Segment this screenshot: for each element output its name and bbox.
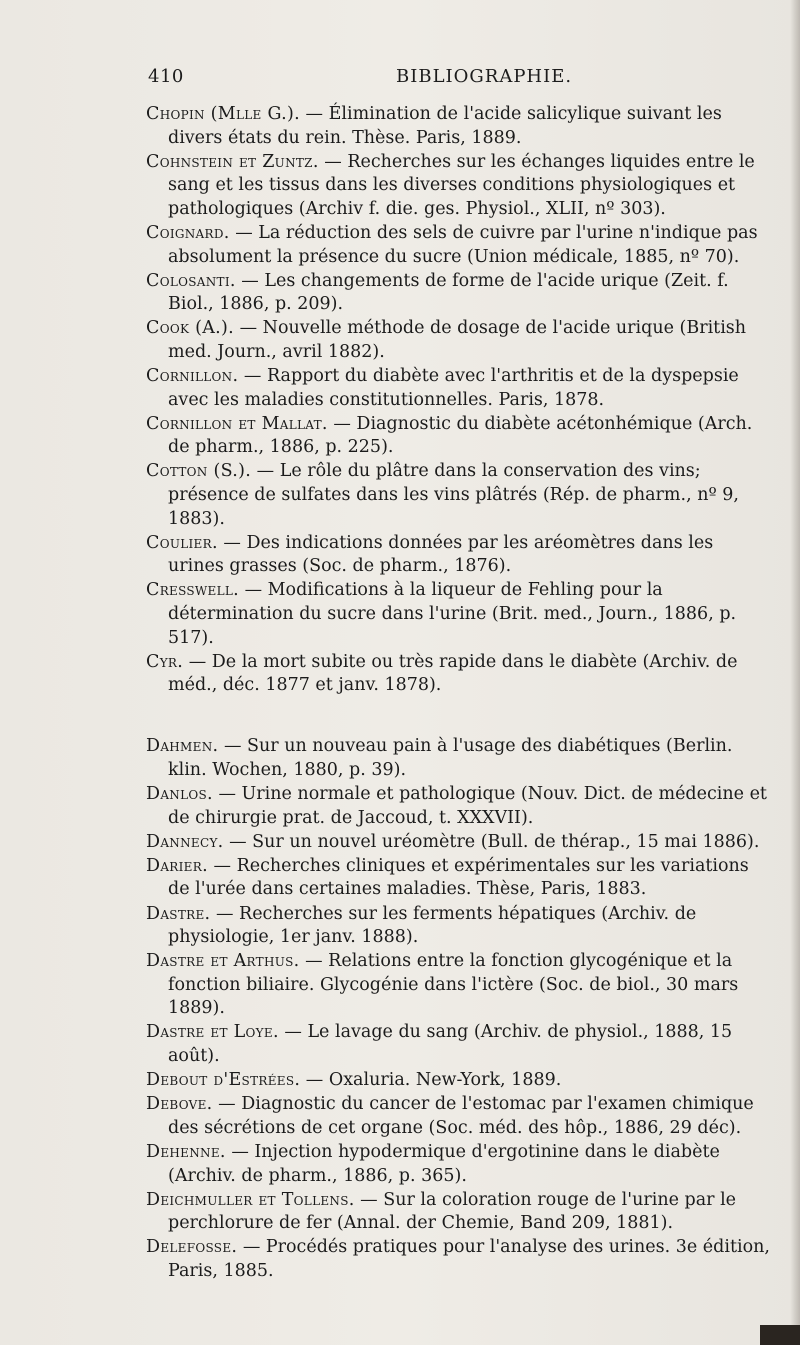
bibliography-entry (146, 222, 770, 269)
entry-author: Dehenne. (146, 1141, 226, 1162)
bibliography-section-d (146, 735, 770, 1283)
bibliography-entry (146, 270, 770, 317)
entry-text: — Les changements de forme de l'acide urique (Zeit. f. Biol., 1886, p. 209). (168, 270, 729, 315)
bibliography-entry (146, 783, 770, 830)
entry-author: Coignard. (146, 222, 230, 243)
bibliography-entry (146, 903, 770, 950)
entry-author: Deichmuller et Tollens. (146, 1189, 355, 1210)
entry-author: Delefosse. (146, 1237, 238, 1258)
entry-text: — Injection hypodermique d'ergotinine dans le diabète (Archiv. de pharm., 1886, p. 365). (168, 1141, 720, 1186)
entry-text: — Procédés pratiques pour l'analyse des urines. 3e édition, Paris, 1885. (168, 1237, 770, 1281)
entry-text: — Recherches cliniques et expérimentales sur les variations de l'urée dans certaines maladies. Thèse, Paris, 1883. (168, 855, 749, 900)
entry-author: Dastre et Loye. (146, 1022, 279, 1043)
bibliography-entry (146, 317, 770, 364)
entry-text: — De la mort subite ou très rapide dans le diabète (Archiv. de méd., déc. 1877 et janv. 1878). (168, 651, 738, 696)
entry-author: Cohnstein et Zuntz. (146, 151, 319, 172)
bibliography-entry (146, 1189, 770, 1236)
page-header (148, 66, 708, 94)
entry-text: — Recherches sur les échanges liquides entre le sang et les tissus dans les diverses conditions physiologiques et pathologiques (Archiv f. die. ges. Physiol., XLII, nº 303). (168, 151, 755, 219)
bibliography-entry (146, 1093, 770, 1140)
entry-author: Cyr. (146, 651, 184, 672)
page-number: 410 (148, 66, 184, 87)
bibliography-entry (146, 103, 770, 150)
bibliography-entry (146, 579, 770, 650)
entry-author: Chopin (Mlle G.). (146, 104, 300, 124)
entry-author: Cornillon et Mallat. (146, 413, 328, 434)
entry-author: Cotton (S.). (146, 461, 252, 482)
running-title: BIBLIOGRAPHIE. (396, 66, 573, 87)
page-edge-shadow (790, 0, 800, 1345)
bibliography-entry (146, 651, 770, 698)
entry-author: Cresswell. (146, 580, 240, 601)
entry-text: — Modifications à la liqueur de Fehling pour la détermination du sucre dans l'urine (Brit. med., Journ., 1886, p. 517). (168, 580, 737, 648)
entry-author: Darier. (146, 855, 208, 876)
entry-text: — Relations entre la fonction glycogénique et la fonction biliaire. Glycogénie dans l'ictère (Soc. de biol., 30 mars 1889). (168, 951, 739, 1019)
entry-text: — Diagnostic du diabète acétonhémique (Arch. de pharm., 1886, p. 225). (168, 413, 753, 458)
page-corner (760, 1325, 800, 1345)
entry-text: — Élimination de l'acide salicylique suivant les divers états du rein. Thèse. Paris, 1889. (168, 104, 722, 148)
entry-text: — La réduction des sels de cuivre par l'urine n'indique pas absolument la présence du sucre (Union médicale, 1885, nº 70). (168, 222, 758, 267)
entry-text: — Oxaluria. New-York, 1889. (300, 1070, 562, 1091)
bibliography-section-c (146, 103, 770, 698)
entry-author: Dannecy. (146, 831, 224, 852)
bibliography-entry (146, 831, 770, 855)
entry-text: — Recherches sur les ferments hépatiques (Archiv. de physiologie, 1er janv. 1888). (168, 903, 697, 948)
entry-author: Debout d'Estrées. (146, 1070, 301, 1091)
entry-author: Cornillon. (146, 366, 239, 387)
bibliography-entry (146, 1069, 770, 1093)
entry-text: — Des indications données par les aréomètres dans les urines grasses (Soc. de pharm., 1876). (168, 532, 714, 577)
bibliography-entry (146, 950, 770, 1021)
section-gap (146, 698, 770, 735)
entry-text: — Rapport du diabète avec l'arthritis et de la dyspepsie avec les maladies constitutionnelles. Paris, 1878. (168, 366, 739, 410)
bibliography-entry (146, 365, 770, 412)
entry-author: Debove. (146, 1094, 213, 1115)
bibliography-entry (146, 532, 770, 579)
entry-text: — Diagnostic du cancer de l'estomac par l'examen chimique des sécrétions de cet organe (Soc. méd. des hôp., 1886, 29 déc). (168, 1094, 754, 1138)
entry-author: Dahmen. (146, 736, 219, 757)
entry-text: — Urine normale et pathologique (Nouv. Dict. de médecine et de chirurgie prat. de Jaccoud, t. XXXVII). (168, 784, 767, 828)
entry-text: — Nouvelle méthode de dosage de l'acide urique (British med. Journ., avril 1882). (168, 318, 747, 362)
bibliography-entry (146, 1141, 770, 1188)
bibliography-entry (146, 1236, 770, 1283)
bibliography-entry (146, 735, 770, 782)
bibliography-entry (146, 413, 770, 460)
entry-author: Dastre et Arthus. (146, 951, 300, 972)
entry-text: — Le rôle du plâtre dans la conservation des vins; présence de sulfates dans les vins plâtrés (Rép. de pharm., nº 9, 1883). (168, 461, 739, 529)
bibliography-list (146, 103, 770, 1284)
bibliography-entry (146, 151, 770, 222)
bibliography-entry (146, 460, 770, 531)
entry-author: Danlos. (146, 784, 213, 805)
entry-text: — Le lavage du sang (Archiv. de physiol., 1888, 15 août). (168, 1022, 733, 1067)
entry-author: Dastre. (146, 903, 211, 924)
entry-author: Colosanti. (146, 270, 236, 291)
entry-author: Cook (A.). (146, 318, 235, 339)
entry-text: — Sur la coloration rouge de l'urine par le perchlorure de fer (Annal. der Chemie, Band 209, 1881). (168, 1189, 737, 1234)
bibliography-entry (146, 1021, 770, 1068)
entry-author: Coulier. (146, 532, 218, 553)
bibliography-entry (146, 855, 770, 902)
entry-text: — Sur un nouvel uréomètre (Bull. de thérap., 15 mai 1886). (223, 831, 760, 852)
entry-text: — Sur un nouveau pain à l'usage des diabétiques (Berlin. klin. Wochen, 1880, p. 39). (168, 736, 733, 780)
